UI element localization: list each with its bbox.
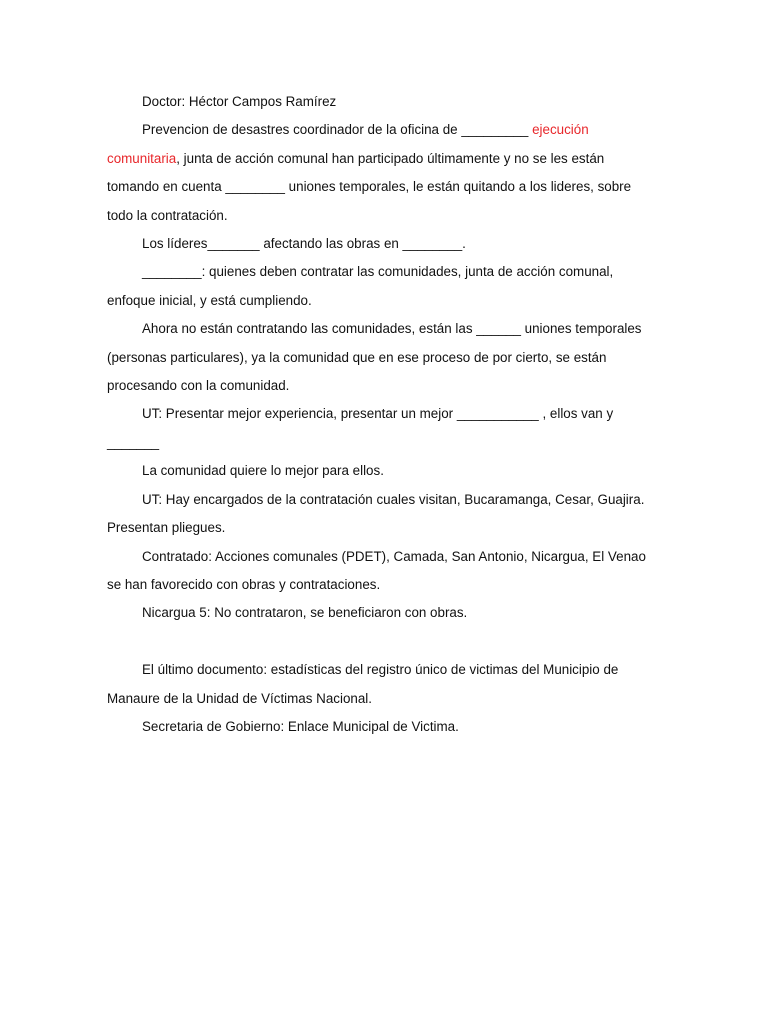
paragraph-ut-encargados: UT: Hay encargados de la contratación cuales visitan, Bucaramanga, Cesar, Guajira. Presentan pliegues. (107, 491, 645, 536)
paragraph-comunidad: La comunidad quiere lo mejor para ellos. (142, 463, 384, 479)
paragraph-ultimo-documento: El último documento: estadísticas del registro único de victimas del Municipio de Manaure de la Unidad de Víctimas Nacional. (107, 662, 619, 706)
paragraph-secretaria: Secretaria de Gobierno: Enlace Municipal de Victima. (142, 718, 459, 734)
paragraph-addressee: Doctor: Héctor Campos Ramírez (142, 94, 337, 109)
paragraph-nicargua: Nicargua 5: No contrataron, se beneficiaron con obras. (142, 605, 468, 621)
blank-line (107, 628, 659, 656)
highlighted-text: ejecución comunitaria (107, 122, 589, 166)
paragraph-prevencion-start: Prevencion de desastres coordinador de la oficina de _________ (142, 122, 533, 138)
paragraph-uniones: Ahora no están contratando las comunidades, están las ______ uniones temporales (personas particulares), ya la comunidad que en ese proceso de por cierto, se están procesando con la comunidad. (107, 321, 642, 394)
paragraph-contratado: Contratado: Acciones comunales (PDET), Camada, San Antonio, Nicargua, El Venao se han favorecido con obras y contrataciones. (107, 548, 646, 592)
paragraph-contratar: ________: quienes deben contratar las comunidades, junta de acción comunal, enfoque inicial, y está cumpliendo. (107, 264, 614, 308)
paragraph-prevencion (107, 116, 659, 230)
paragraph-ut-experiencia: UT: Presentar mejor experiencia, presentar un mejor ___________ , ellos van y _______ (107, 406, 614, 450)
paragraph-lideres: Los líderes_______ afectando las obras en ________. (142, 236, 466, 252)
paragraph-prevencion-end: , junta de acción comunal han participado últimamente y no se les están tomando en cuenta ________ uniones temporales, le están quitando a los lideres, sobre todo la contratación. (107, 150, 632, 223)
document-body (107, 88, 659, 741)
